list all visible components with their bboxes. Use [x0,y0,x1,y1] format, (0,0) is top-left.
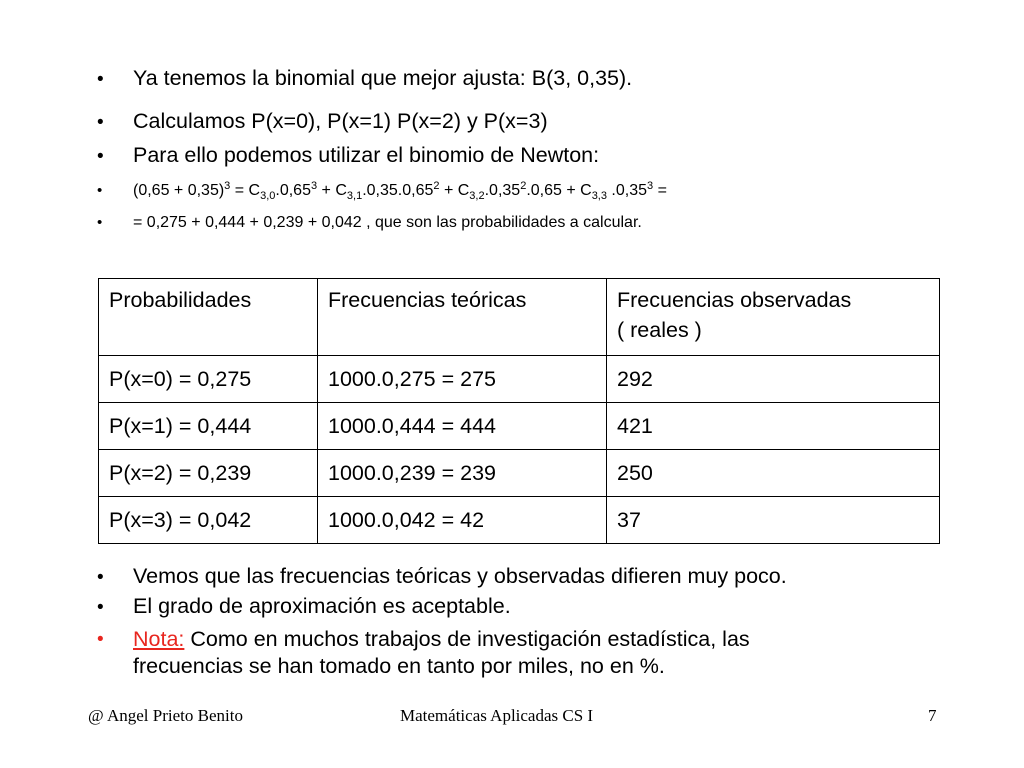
footer-course: Matemáticas Aplicadas CS I [400,706,594,725]
table-row [99,403,940,450]
table-cell: P(x=0) = 0,275 [99,356,318,403]
bullet-text-4: Vemos que las frecuencias teóricas y observadas difieren muy poco. [133,564,787,588]
nota-text: Nota: Como en muchos trabajos de investigación estadística, las frecuencias se han tomado en tanto por miles, no en %. [133,627,750,678]
bullet-icon: • [97,567,104,588]
table-row [99,450,940,497]
bullet-text-5: El grado de aproximación es aceptable. [133,594,511,618]
bullet-icon: • [97,214,103,231]
table-cell: 1000.0,042 = 42 [318,497,607,544]
bullet-icon: • [97,112,104,133]
header-frecuencias-teoricas: Frecuencias teóricas [318,279,607,356]
bullet-icon: • [97,69,104,90]
table-cell: 37 [607,497,940,544]
result-line: = 0,275 + 0,444 + 0,239 + 0,042 , que son las probabilidades a calcular. [133,214,642,231]
table-cell: P(x=1) = 0,444 [99,403,318,450]
bullet-text-1: Ya tenemos la binomial que mejor ajusta: B(3, 0,35). [133,66,633,90]
table-cell: 421 [607,403,940,450]
header-frecuencias-observadas: Frecuencias observadas ( reales ) [607,279,940,356]
table-cell: P(x=2) = 0,239 [99,450,318,497]
footer-author: @ Angel Prieto Benito [88,706,243,725]
frequency-table [98,278,940,544]
bullet-text-2: Calculamos P(x=0), P(x=1) P(x=2) y P(x=3) [133,109,548,133]
header-probabilidades: Probabilidades [99,279,318,356]
table-row [99,356,940,403]
table-header-row [99,279,940,356]
bullet-icon: • [97,629,104,650]
table-cell: 250 [607,450,940,497]
table-row [99,497,940,544]
bullet-text-3: Para ello podemos utilizar el binomio de Newton: [133,143,600,167]
nota-label: Nota: [133,627,185,651]
table-cell: 1000.0,444 = 444 [318,403,607,450]
table-cell: 1000.0,239 = 239 [318,450,607,497]
table-cell: P(x=3) = 0,042 [99,497,318,544]
newton-expansion: $(0,65 + 0,35)^3 = C_{3,0}.0,65^3 + C_{3,1}.0,35.0,65^2 + C_{3,2}.0,35^2.0,65 + C_{3,3}$ $.0,35^3$ = [133,180,667,202]
bullet-icon: • [97,146,104,167]
bullet-icon: • [97,182,103,199]
bullet-icon: • [97,597,104,618]
table-cell: 1000.0,275 = 275 [318,356,607,403]
footer-page-number: 7 [928,706,937,725]
table-cell: 292 [607,356,940,403]
